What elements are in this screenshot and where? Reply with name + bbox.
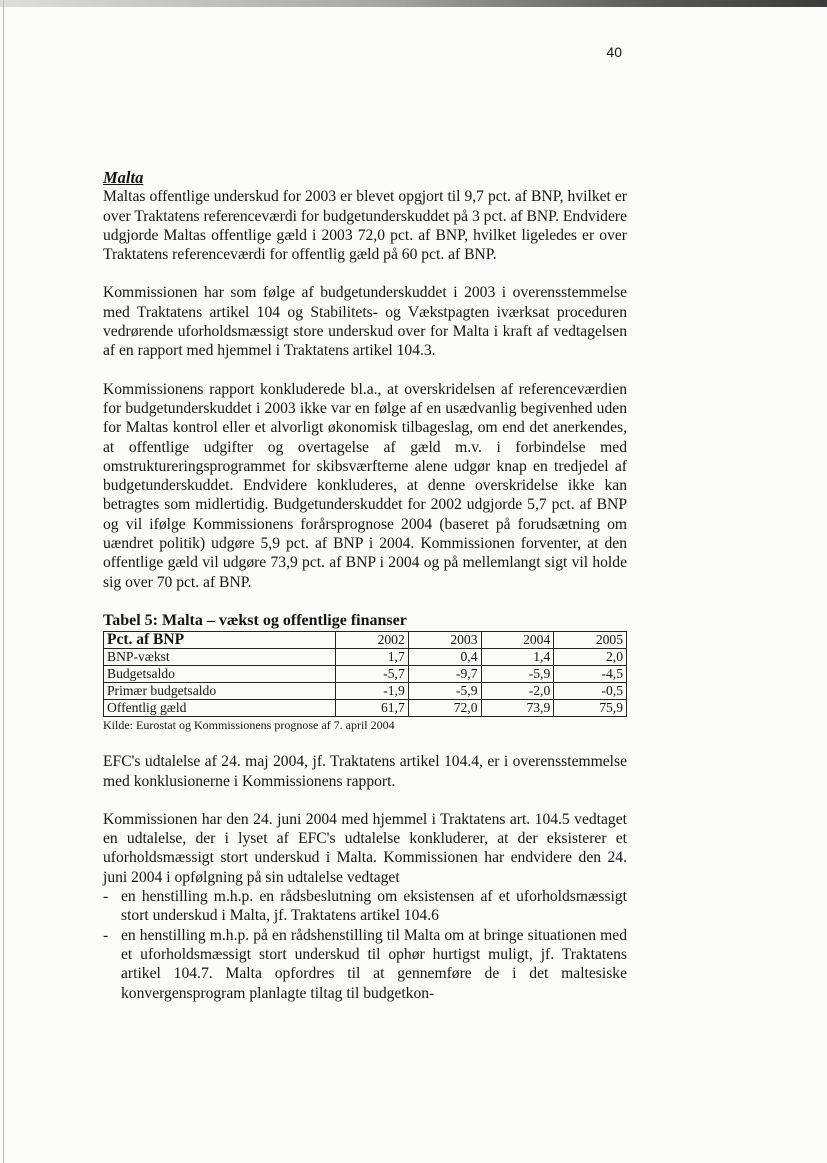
page-number: 40 <box>606 44 622 60</box>
table-source: Kilde: Eurostat og Kommissionens prognose af 7. april 2004 <box>103 718 395 733</box>
row-label: BNP-vækst <box>104 649 336 666</box>
cell-value: -1,9 <box>336 683 409 700</box>
table-year-2005: 2005 <box>554 632 627 649</box>
cell-value: 0,4 <box>408 649 481 666</box>
table-header-label: Pct. af BNP <box>104 632 336 649</box>
spacer <box>103 733 627 752</box>
cell-value: 61,7 <box>336 700 409 717</box>
table-year-2004: 2004 <box>481 632 554 649</box>
cell-value: -9,7 <box>408 666 481 683</box>
cell-value: 1,7 <box>336 649 409 666</box>
cell-value: -2,0 <box>481 683 554 700</box>
spacer <box>103 791 627 810</box>
finance-table <box>103 631 627 717</box>
row-label: Primær budgetsaldo <box>104 683 336 700</box>
table-row <box>104 683 627 700</box>
cell-value: 2,0 <box>554 649 627 666</box>
cell-value: 72,0 <box>408 700 481 717</box>
cell-value: -4,5 <box>554 666 627 683</box>
spacer <box>103 592 627 611</box>
spacer <box>103 361 627 380</box>
table-year-2003: 2003 <box>408 632 481 649</box>
list-item: - en henstilling m.h.p. på en rådshenstilling til Malta om at bringe situationen med et uforholdsmæssigt stort underskud til ophør hurtigst muligt, jf. Traktatens artikel 104.7. Malta opfordres til at gennemføre de i det maltesiske konvergensprogram planlagte tiltag til budgetkon- <box>103 926 627 1003</box>
cell-value: 1,4 <box>481 649 554 666</box>
table-row <box>104 649 627 666</box>
paragraph-procedure: Kommissionen har som følge af budgetunderskuddet i 2003 i overensstemmelse med Traktatens artikel 104 og Stabilitets- og Vækstpagten iværksat proceduren vedrørende uforholdsmæssigt store underskud over for Malta i kraft af vedtagelsen af en rapport med hjemmel i Traktatens artikel 104.3. <box>103 284 627 360</box>
paragraph-efc: EFC's udtalelse af 24. maj 2004, jf. Traktatens artikel 104.4, er i overensstemmelse med konklusionerne i Kommissionens rapport. <box>103 753 627 790</box>
row-label: Offentlig gæld <box>104 700 336 717</box>
cell-value: -5,7 <box>336 666 409 683</box>
table-row <box>104 700 627 717</box>
cell-value: -5,9 <box>481 666 554 683</box>
section-heading: Malta <box>103 168 144 187</box>
table-year-2002: 2002 <box>336 632 409 649</box>
cell-value: 73,9 <box>481 700 554 717</box>
paragraph-deficit: Maltas offentlige underskud for 2003 er blevet opgjort til 9,7 pct. af BNP, hvilket er over Traktatens referenceværdi for budgetunderskuddet på 3 pct. af BNP. Endvidere udgjorde Maltas offentlige gæld i 2003 72,0 pct. af BNP, hvilket ligeledes er over Traktatens referenceværdi for offentlig gæld på 60 pct. af BNP. <box>103 188 627 264</box>
paragraph-opinion: Kommissionen har den 24. juni 2004 med hjemmel i Traktatens art. 104.5 vedtaget en udtalelse, der i lyset af EFC's udtalelse konkluderer, at der eksisterer et uforholdsmæssigt stort underskud i Malta. Kommissionen har endvidere den 24. juni 2004 i opfølgning på sin udtalelse vedtaget <box>103 810 627 886</box>
list-item: - en henstilling m.h.p. en rådsbeslutning om eksistensen af et uforholdsmæssigt stort underskud i Malta, jf. Traktatens artikel 104.6 <box>103 887 627 926</box>
table-header-row <box>104 632 627 649</box>
cell-value: 75,9 <box>554 700 627 717</box>
row-label: Budgetsaldo <box>104 666 336 683</box>
cell-value: -5,9 <box>408 683 481 700</box>
paragraph-report: Kommissionens rapport konkluderede bl.a., at overskridelsen af referenceværdien for budgetunderskuddet i 2003 ikke var en følge af en usædvanlig begivenhed uden for Maltas kontrol eller et alvorligt økonomisk tilbageslag, om end det anerkendes, at offentlige udgifter og overtagelse af gæld m.v. i forbindelse med omstruktureringsprogrammet for skibsværfterne alene udgør knap en tredjedel af budgetunderskuddet. Endvidere konkluderes, at denne overskridelse ikke kan betragtes som midlertidig. Budgetunderskuddet for 2002 udgjorde 5,7 pct. af BNP og vil ifølge Kommissionens forårsprognose 2004 (baseret på forudsætning om uændret politik) udgøre 5,9 pct. af BNP i 2004. Kommissionen forventer, at den offentlige gæld vil udgøre 73,9 pct. af BNP i 2004 og på mellemlangt sigt vil holde sig over 70 pct. af BNP. <box>103 380 627 591</box>
cell-value: -0,5 <box>554 683 627 700</box>
table-title: Tabel 5: Malta – vækst og offentlige finanser <box>103 611 407 629</box>
scan-edge-left <box>3 0 4 1163</box>
page-body <box>103 168 627 1003</box>
spacer <box>103 264 627 283</box>
recommendation-list <box>103 887 627 1003</box>
table-row <box>104 666 627 683</box>
scan-edge-top <box>0 0 827 7</box>
